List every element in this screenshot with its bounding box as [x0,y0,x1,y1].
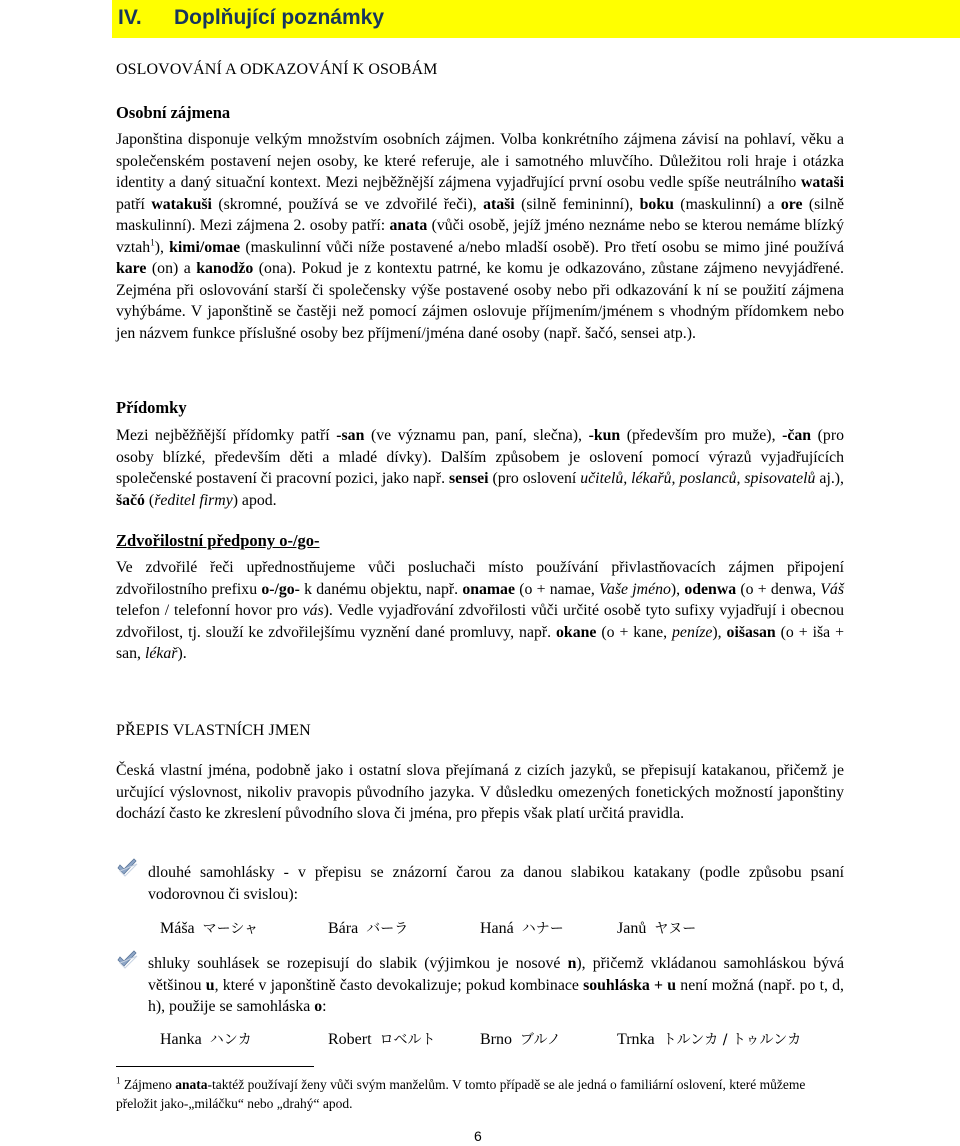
chapter-number: IV. [118,6,142,29]
page-number: 6 [474,1128,482,1144]
example-robert: Robert ロベルト [328,1031,436,1048]
example-hana: Haná ハナー [480,920,564,937]
bullet-shluky-souhlasek: shluky souhlásek se rozepisují do slabik (výjimkou je nosové n), přičemž vkládanou samohláskou bývá většinou u, které v japonštině často devokalizuje; pokud kombinace souhláska + u není možná (např. po t, d, h), použije se samohláska o: [148,955,845,1015]
example-masa: Máša マーシャ [160,920,259,937]
example-janu: Janů ヤヌー [617,920,697,937]
bullet-dlouhe-samohlasky: dlouhé samohlásky - v přepisu se znázorní čarou za danou slabikou katakany (podle způsobu psaní vodorovnou či svislou): [148,864,844,903]
footnote-mark: 1 [116,1075,121,1086]
example-trnka: Trnka トルンカ / トゥルンカ [617,1031,802,1048]
subheading-osobni-zajmena: Osobní zájmena [116,103,231,122]
section-title-oslovovani: OSLOVOVÁNÍ A ODKAZOVÁNÍ K OSOBÁM [116,61,438,78]
example-bara: Bára バーラ [328,920,409,937]
paragraph-osobni-zajmena: Japonština disponuje velkým množstvím osobních zájmen. Volba konkrétního zájmena závisí na pohlaví, věku a společenském postavení nejen osoby, ke které referuje, ale i samotného mluvčího. Důležitou roli hraje i otázka identity a daný situační kontext. Mezi nejběžnější zájmena vyjadřující první osobu vedle spíše neutrálního wataši patří watakuši (skromné, používá se ve zdvořilé řeči), ataši (silně femininní), boku (maskulinní) a ore (silně maskulinní). Mezi zájmena 2. osoby patří: anata (vůči osobě, jejíž jméno neznáme nebo se kterou nemáme blízký vztah$^1$), kimi/omae (maskulinní vůči níže postavené a/nebo mladší osobě). Pro třetí osobu se mimo jiné používá kare (on) a kanodžo (ona). Pokud je z kontextu patrné, ke komu je odkazováno, zůstane zájmeno nevyjádřené. Zejména při oslovování starší či společensky výše postavené osoby nebo při odkazování k ní se použití zájmena vyhýbáme. V japonštině se častěji než pomocí zájmen oslovuje příjmením/jménem s vhodným přídomkem nebo jen názvem funkce příslušné osoby bez příjmení/jména dané osoby (např. šačó, sensei atp.). [116,131,844,342]
paragraph-zdvorilostni-predpony: Ve zdvořilé řeči upřednostňujeme vůči posluchači místo používání přivlastňovacích zájmen připojení zdvořilostního prefixu o-/go- k danému objektu, např. onamae (o + namae, Vaše jméno), odenwa (o + denwa, Váš telefon / telefonní hovor pro vás). Vedle vyjadřování zdvořilosti vůči určité osobě tyto sufixy vyjadřují i obecnou zdvořilost, tj. slouží ke zdvořilejšímu vyznění dané promluvy, např. okane (o + kane, peníze), oišasan (o + iša + san, lékař). [116,559,845,662]
paragraph-pridomky: Mezi nejběžňější přídomky patří -san (ve významu pan, paní, slečna), -kun (především pro muže), -čan (pro osoby blízké, především děti a mladé dívky). Dalším způsobem je oslovení pomocí výrazů vyjadřujících společenské postavení či pracovní pozici, jako např. sensei (pro oslovení učitelů, lékařů, poslanců, spisovatelů aj.), šačó (ředitel firmy) apod. [116,427,844,509]
footnote: $^1$ Zájmeno anata-taktéž používají ženy vůči svým manželům. V tomto případě se ale jedná o familiární oslovení, které můžeme přeložit jako-„miláčku“ nebo „drahý“ apod. [116,1075,806,1111]
chapter-header [112,0,960,38]
example-brno: Brno ブルノ [480,1031,561,1048]
check-bullet-icon [116,950,138,970]
subheading-zdvorilostni-predpony: Zdvořilostní předpony o-/go- [116,531,320,550]
footnote-reference[interactable]: 1 [150,237,155,248]
check-bullet-icon [116,858,138,878]
example-hanka: Hanka ハンカ [160,1031,252,1048]
chapter-title: Doplňující poznámky [174,6,385,29]
footnote-separator [116,1066,314,1067]
subheading-pridomky: Přídomky [116,398,187,417]
paragraph-prepis: Česká vlastní jména, podobně jako i ostatní slova přejímaná z cizích jazyků, se přepisují katakanou, přičemž je určující výslovnost, nikoliv pravopis původního jazyka. V důsledku omezených fonetických možností japonštiny dochází často ke zkreslení původního slova či jména, pro přepis však platí určitá pravidla. [116,762,844,822]
section-title-prepis: PŘEPIS VLASTNÍCH JMEN [116,722,311,739]
